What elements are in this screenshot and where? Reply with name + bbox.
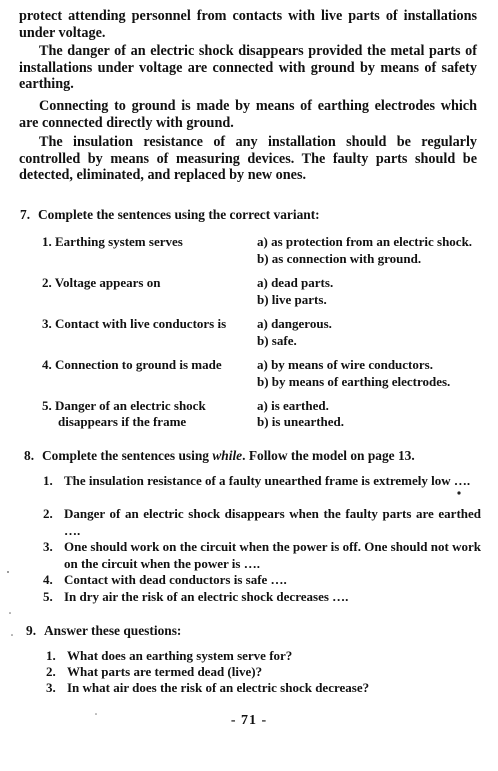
ex9-item-3-text: In what air does the risk of an electric shock decrease? xyxy=(67,680,370,695)
ex8-item-5-number: 5. xyxy=(43,589,53,604)
ex7-item-1-option-a: a) as protection from an electric shock. xyxy=(257,234,473,249)
ex7-item-4-option-a: a) by means of wire conductors. xyxy=(257,357,433,372)
ex7-item-2-stem: 2. Voltage appears on xyxy=(42,275,161,290)
speck xyxy=(7,571,9,573)
speck xyxy=(11,634,13,636)
ex7-item-3-stem: 3. Contact with live conductors is xyxy=(42,316,227,331)
ex8-item-4-text: Contact with dead conductors is safe …. xyxy=(64,572,287,587)
intro-paragraph-3: Connecting to ground is made by means of earthing electrodes which are connected directly with ground. xyxy=(19,98,477,131)
ex8-item-3-text: One should work on the circuit when the power is off. One should not work on the circuit when the power is …. xyxy=(64,539,481,571)
exercise-8-title-end: . Follow the model on page 13. xyxy=(242,448,415,463)
exercise-8-title-start: Complete the sentences using xyxy=(42,448,213,463)
exercise-7-title: Complete the sentences using the correct variant: xyxy=(38,207,320,222)
speck xyxy=(9,612,11,614)
page-number: - 71 - xyxy=(230,713,268,728)
ex8-item-5-text: In dry air the risk of an electric shock decreases …. xyxy=(64,589,349,604)
exercise-8-number: 8. xyxy=(24,448,35,463)
ex7-item-2-option-a: a) dead parts. xyxy=(257,275,334,290)
exercise-9-number: 9. xyxy=(26,623,37,638)
ex8-item-2-text: Danger of an electric shock disappears when the faulty parts are earthed …. xyxy=(64,506,481,538)
ex8-item-1-text: The insulation resistance of a faulty unearthed frame is extremely low …. xyxy=(64,473,471,488)
speck xyxy=(95,713,97,715)
ex8-item-3-number: 3. xyxy=(43,539,53,554)
ex8-item-4-number: 4. xyxy=(43,572,53,587)
ex8-item-1-number: 1. xyxy=(43,473,53,488)
ex7-item-1-option-b: b) as connection with ground. xyxy=(257,251,422,266)
ex9-item-3-number: 3. xyxy=(46,680,56,695)
ex9-item-1-text: What does an earthing system serve for? xyxy=(67,648,293,663)
exercise-9-title: Answer these questions: xyxy=(44,623,182,638)
intro-paragraph-4: The insulation resistance of any installation should be regularly controlled by means of measuring devices. The faulty parts should be detected, eliminated, and replaced by new ones. xyxy=(19,134,477,184)
ex7-item-3-option-a: a) dangerous. xyxy=(257,316,332,331)
ex7-item-4-option-b: b) by means of earthing electrodes. xyxy=(257,374,451,389)
ex7-item-4-stem: 4. Connection to ground is made xyxy=(42,357,222,372)
ex7-item-2-option-b: b) live parts. xyxy=(257,292,327,307)
ex9-item-2-text: What parts are termed dead (live)? xyxy=(67,664,263,679)
ex7-item-5-option-b: b) is unearthed. xyxy=(257,414,345,429)
ex7-item-3-option-b: b) safe. xyxy=(257,333,297,348)
ex7-item-1-stem: 1. Earthing system serves xyxy=(42,234,183,249)
ex7-item-5-stem-continued: disappears if the frame xyxy=(58,414,187,429)
ex9-item-1-number: 1. xyxy=(46,648,56,663)
speck xyxy=(457,491,460,494)
ex7-item-5-stem: 5. Danger of an electric shock xyxy=(42,398,206,413)
intro-paragraph-1: protect attending personnel from contacts with live parts of installations under voltage. xyxy=(19,8,477,41)
ex9-item-2-number: 2. xyxy=(46,664,56,679)
exercise-8-title-keyword: while xyxy=(212,448,243,463)
ex8-item-2-number: 2. xyxy=(43,506,53,521)
intro-paragraph-2: The danger of an electric shock disappears provided the metal parts of installations under voltage are connected with ground by means of safety earthing. xyxy=(19,43,477,93)
exercise-7-number: 7. xyxy=(20,207,31,222)
ex7-item-5-option-a: a) is earthed. xyxy=(257,398,329,413)
